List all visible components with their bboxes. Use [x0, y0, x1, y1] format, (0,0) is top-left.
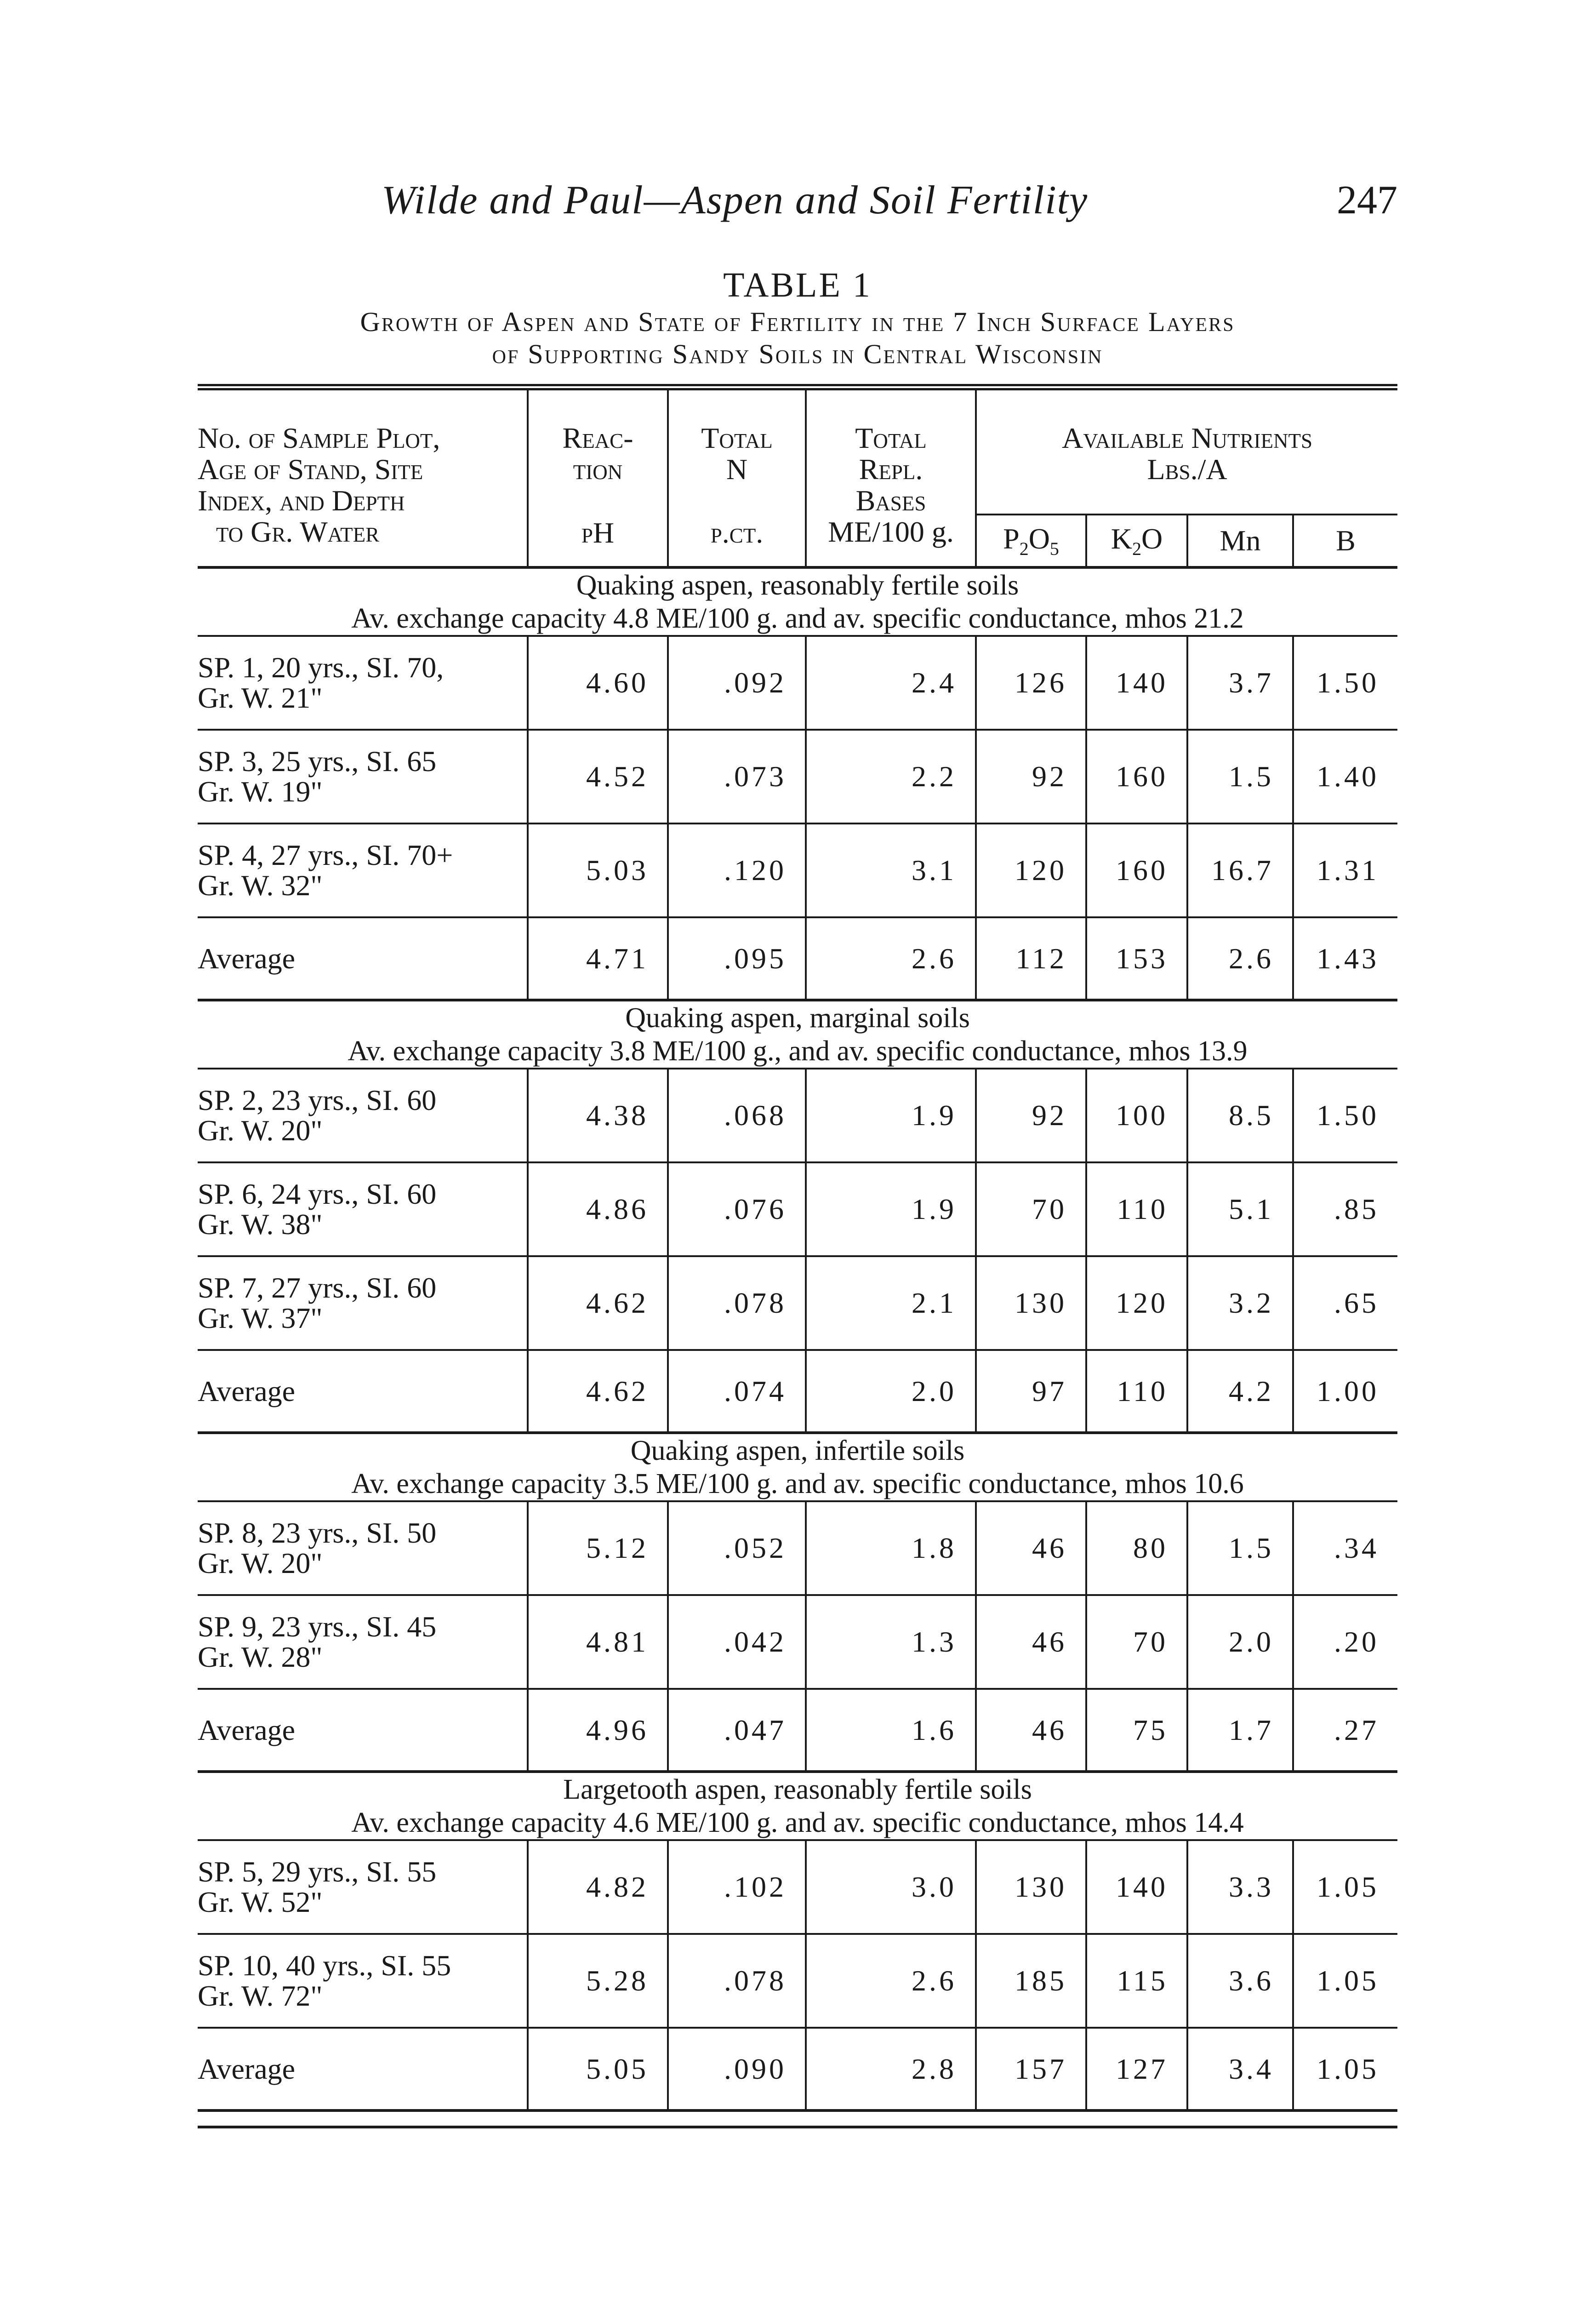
cell-bases: 2.6 [806, 917, 976, 1000]
average-label: Average [198, 917, 528, 1000]
cell-p2o5: 92 [976, 730, 1086, 824]
header-row [198, 387, 1397, 515]
average-row [198, 1350, 1397, 1433]
header-bases-line: Bases [855, 484, 926, 517]
group-heading-row [198, 567, 1397, 636]
cell-p2o5: 70 [976, 1162, 1086, 1256]
cell-mn: 3.3 [1187, 1840, 1293, 1934]
cell-bases: 3.0 [806, 1840, 976, 1934]
header-total-n-unit: p.ct. [710, 516, 764, 549]
table-row [198, 730, 1397, 824]
cell-ph: 4.62 [528, 1256, 668, 1350]
header-plot-line: Age of Stand, Site [198, 453, 423, 486]
cell-mn: 2.0 [1187, 1595, 1293, 1689]
table-row [198, 1934, 1397, 2028]
cell-b: .34 [1293, 1501, 1397, 1595]
cell-bases: 2.4 [806, 636, 976, 730]
cell-total-n: .095 [668, 917, 806, 1000]
p2o5-sub-2: 2 [1019, 538, 1029, 559]
group-heading [198, 1433, 1397, 1501]
cell-total-n: .090 [668, 2028, 806, 2110]
table-end-rule [198, 2126, 1397, 2128]
table-title-line-1: Growth of Aspen and State of Fertility in the 7 Inch Surface Layers [360, 307, 1235, 337]
group-title: Quaking aspen, marginal soils [625, 1002, 970, 1034]
table-row [198, 1501, 1397, 1595]
table-row [198, 1595, 1397, 1689]
page-number: 247 [1337, 178, 1397, 223]
header-reaction-unit: pH [581, 516, 615, 549]
cell-mn: 16.7 [1187, 824, 1293, 917]
group-heading [198, 1000, 1397, 1069]
header-bases [806, 387, 976, 567]
cell-k2o: 140 [1086, 636, 1187, 730]
header-mn: Mn [1187, 515, 1293, 567]
cell-ph: 4.81 [528, 1595, 668, 1689]
cell-ph: 5.05 [528, 2028, 668, 2110]
average-label: Average [198, 2028, 528, 2110]
cell-mn: 8.5 [1187, 1069, 1293, 1162]
cell-b: 1.40 [1293, 730, 1397, 824]
k2o-sub-2: 2 [1132, 538, 1141, 559]
cell-ph: 4.86 [528, 1162, 668, 1256]
cell-k2o: 160 [1086, 824, 1187, 917]
cell-b: 1.50 [1293, 636, 1397, 730]
cell-mn: 1.5 [1187, 1501, 1293, 1595]
header-nutrients-line: Lbs./A [1147, 453, 1227, 486]
group-subtitle: Av. exchange capacity 3.5 ME/100 g. and av. specific conductance, mhos 10.6 [351, 1468, 1244, 1499]
cell-bases: 1.9 [806, 1069, 976, 1162]
cell-bases: 2.2 [806, 730, 976, 824]
group-heading [198, 567, 1397, 636]
cell-b: .85 [1293, 1162, 1397, 1256]
table-row [198, 824, 1397, 917]
cell-ph: 4.82 [528, 1840, 668, 1934]
cell-ph: 5.03 [528, 824, 668, 917]
group-title: Largetooth aspen, reasonably fertile soils [563, 1774, 1032, 1805]
header-plot-line: No. of Sample Plot, [198, 422, 440, 454]
cell-total-n: .042 [668, 1595, 806, 1689]
cell-mn: 1.7 [1187, 1689, 1293, 1772]
group-subtitle: Av. exchange capacity 3.8 ME/100 g., and av. specific conductance, mhos 13.9 [348, 1035, 1248, 1067]
group-heading [198, 1772, 1397, 1840]
cell-bases: 2.6 [806, 1934, 976, 2028]
table-row [198, 1069, 1397, 1162]
cell-mn: 5.1 [1187, 1162, 1293, 1256]
plot-label-line-1: SP. 10, 40 yrs., SI. 55 [198, 1949, 451, 1982]
plot-label-line-2: Gr. W. 21" [198, 681, 323, 714]
table-row [198, 636, 1397, 730]
header-p2o5 [976, 515, 1086, 567]
header-plot [198, 387, 528, 567]
plot-label-line-2: Gr. W. 28" [198, 1641, 323, 1673]
cell-b: 1.31 [1293, 824, 1397, 917]
header-reaction-line: Reac- [562, 422, 633, 454]
plot-label-line-2: Gr. W. 52" [198, 1886, 323, 1918]
cell-b: .20 [1293, 1595, 1397, 1689]
header-total-n-line: Total [701, 422, 773, 454]
cell-total-n: .092 [668, 636, 806, 730]
cell-p2o5: 157 [976, 2028, 1086, 2110]
plot-label [198, 730, 528, 824]
cell-p2o5: 130 [976, 1840, 1086, 1934]
cell-mn: 3.7 [1187, 636, 1293, 730]
cell-k2o: 110 [1086, 1162, 1187, 1256]
cell-b: 1.43 [1293, 917, 1397, 1000]
plot-label-line-2: Gr. W. 37" [198, 1302, 323, 1334]
k2o-k: K [1111, 522, 1132, 555]
plot-label-line-2: Gr. W. 32" [198, 869, 323, 902]
plot-label [198, 1069, 528, 1162]
plot-label [198, 1256, 528, 1350]
cell-total-n: .074 [668, 1350, 806, 1433]
cell-p2o5: 97 [976, 1350, 1086, 1433]
cell-k2o: 115 [1086, 1934, 1187, 2028]
plot-label [198, 636, 528, 730]
data-table [198, 384, 1397, 2112]
header-bases-line: Repl. [859, 453, 923, 486]
cell-mn: 1.5 [1187, 730, 1293, 824]
k2o-o: O [1141, 522, 1163, 555]
cell-p2o5: 185 [976, 1934, 1086, 2028]
cell-total-n: .073 [668, 730, 806, 824]
running-head-title: Wilde and Paul—Aspen and Soil Fertility [382, 178, 1089, 223]
table-title-line-2: of Supporting Sandy Soils in Central Wisconsin [492, 339, 1103, 369]
plot-label-line-2: Gr. W. 20" [198, 1547, 323, 1579]
plot-label [198, 1501, 528, 1595]
cell-ph: 4.96 [528, 1689, 668, 1772]
table-label: TABLE 1 [723, 266, 872, 304]
header-nutrients [976, 387, 1397, 515]
p2o5-o: O [1028, 522, 1050, 555]
cell-p2o5: 92 [976, 1069, 1086, 1162]
cell-k2o: 100 [1086, 1069, 1187, 1162]
cell-b: .65 [1293, 1256, 1397, 1350]
cell-k2o: 80 [1086, 1501, 1187, 1595]
header-bases-line: Total [855, 422, 927, 454]
group-heading-row [198, 1000, 1397, 1069]
cell-k2o: 75 [1086, 1689, 1187, 1772]
cell-bases: 3.1 [806, 824, 976, 917]
cell-p2o5: 46 [976, 1689, 1086, 1772]
plot-label-line-1: SP. 2, 23 yrs., SI. 60 [198, 1084, 437, 1116]
plot-label-line-1: SP. 5, 29 yrs., SI. 55 [198, 1855, 437, 1888]
cell-b: 1.00 [1293, 1350, 1397, 1433]
average-row [198, 1689, 1397, 1772]
plot-label [198, 1934, 528, 2028]
cell-total-n: .120 [668, 824, 806, 917]
header-nutrients-line: Available Nutrients [1061, 422, 1313, 454]
cell-b: 1.05 [1293, 1934, 1397, 2028]
cell-total-n: .102 [668, 1840, 806, 1934]
cell-k2o: 70 [1086, 1595, 1187, 1689]
cell-total-n: .047 [668, 1689, 806, 1772]
cell-bases: 1.8 [806, 1501, 976, 1595]
average-row [198, 2028, 1397, 2110]
plot-label-line-1: SP. 7, 27 yrs., SI. 60 [198, 1271, 437, 1304]
cell-mn: 4.2 [1187, 1350, 1293, 1433]
cell-p2o5: 46 [976, 1501, 1086, 1595]
cell-total-n: .078 [668, 1934, 806, 2028]
p2o5-sub-5: 5 [1049, 538, 1059, 559]
plot-label-line-1: SP. 9, 23 yrs., SI. 45 [198, 1610, 437, 1643]
cell-bases: 2.8 [806, 2028, 976, 2110]
plot-label-line-2: Gr. W. 72" [198, 1979, 323, 2012]
cell-bases: 1.9 [806, 1162, 976, 1256]
cell-mn: 3.2 [1187, 1256, 1293, 1350]
cell-total-n: .076 [668, 1162, 806, 1256]
header-bases-unit: ME/100 g. [828, 515, 954, 548]
average-label: Average [198, 1689, 528, 1772]
plot-label [198, 1595, 528, 1689]
header-plot-line: Index, and Depth [198, 484, 405, 517]
plot-label-line-2: Gr. W. 20" [198, 1114, 323, 1147]
header-plot-line: to Gr. Water [216, 515, 380, 548]
cell-ph: 4.62 [528, 1350, 668, 1433]
cell-ph: 5.12 [528, 1501, 668, 1595]
cell-k2o: 127 [1086, 2028, 1187, 2110]
cell-p2o5: 120 [976, 824, 1086, 917]
cell-bases: 1.3 [806, 1595, 976, 1689]
cell-p2o5: 126 [976, 636, 1086, 730]
cell-b: 1.50 [1293, 1069, 1397, 1162]
header-reaction [528, 387, 668, 567]
header-total-n [668, 387, 806, 567]
cell-p2o5: 46 [976, 1595, 1086, 1689]
plot-label [198, 824, 528, 917]
cell-p2o5: 130 [976, 1256, 1086, 1350]
average-label: Average [198, 1350, 528, 1433]
table-body [198, 567, 1397, 2110]
group-subtitle: Av. exchange capacity 4.8 ME/100 g. and av. specific conductance, mhos 21.2 [351, 603, 1244, 634]
plot-label-line-1: SP. 6, 24 yrs., SI. 60 [198, 1178, 437, 1210]
table-row [198, 1162, 1397, 1256]
cell-total-n: .078 [668, 1256, 806, 1350]
plot-label-line-1: SP. 4, 27 yrs., SI. 70+ [198, 839, 453, 871]
plot-label-line-1: SP. 1, 20 yrs., SI. 70, [198, 651, 444, 684]
header-k2o [1086, 515, 1187, 567]
cell-k2o: 153 [1086, 917, 1187, 1000]
group-subtitle: Av. exchange capacity 4.6 ME/100 g. and av. specific conductance, mhos 14.4 [351, 1807, 1244, 1838]
cell-k2o: 140 [1086, 1840, 1187, 1934]
table-row [198, 1256, 1397, 1350]
running-head [198, 177, 1397, 232]
cell-total-n: .068 [668, 1069, 806, 1162]
plot-label-line-1: SP. 8, 23 yrs., SI. 50 [198, 1516, 437, 1549]
cell-mn: 2.6 [1187, 917, 1293, 1000]
cell-ph: 4.38 [528, 1069, 668, 1162]
cell-mn: 3.6 [1187, 1934, 1293, 2028]
cell-ph: 4.60 [528, 636, 668, 730]
table-row [198, 1840, 1397, 1934]
plot-label-line-1: SP. 3, 25 yrs., SI. 65 [198, 745, 437, 778]
cell-ph: 4.71 [528, 917, 668, 1000]
cell-b: .27 [1293, 1689, 1397, 1772]
table-caption [198, 264, 1397, 370]
cell-ph: 5.28 [528, 1934, 668, 2028]
plot-label-line-2: Gr. W. 19" [198, 775, 323, 808]
cell-bases: 2.1 [806, 1256, 976, 1350]
group-heading-row [198, 1433, 1397, 1501]
plot-label [198, 1840, 528, 1934]
group-heading-row [198, 1772, 1397, 1840]
cell-total-n: .052 [668, 1501, 806, 1595]
cell-k2o: 120 [1086, 1256, 1187, 1350]
header-reaction-line: tion [573, 453, 623, 486]
header-b: B [1293, 515, 1397, 567]
cell-b: 1.05 [1293, 1840, 1397, 1934]
cell-k2o: 110 [1086, 1350, 1187, 1433]
group-title: Quaking aspen, reasonably fertile soils [576, 570, 1019, 601]
cell-bases: 2.0 [806, 1350, 976, 1433]
cell-k2o: 160 [1086, 730, 1187, 824]
cell-p2o5: 112 [976, 917, 1086, 1000]
cell-ph: 4.52 [528, 730, 668, 824]
average-row [198, 917, 1397, 1000]
group-title: Quaking aspen, infertile soils [630, 1435, 965, 1466]
header-total-n-line: N [726, 453, 748, 486]
p2o5-p: P [1003, 522, 1020, 555]
cell-b: 1.05 [1293, 2028, 1397, 2110]
plot-label-line-2: Gr. W. 38" [198, 1208, 323, 1241]
cell-mn: 3.4 [1187, 2028, 1293, 2110]
plot-label [198, 1162, 528, 1256]
cell-bases: 1.6 [806, 1689, 976, 1772]
